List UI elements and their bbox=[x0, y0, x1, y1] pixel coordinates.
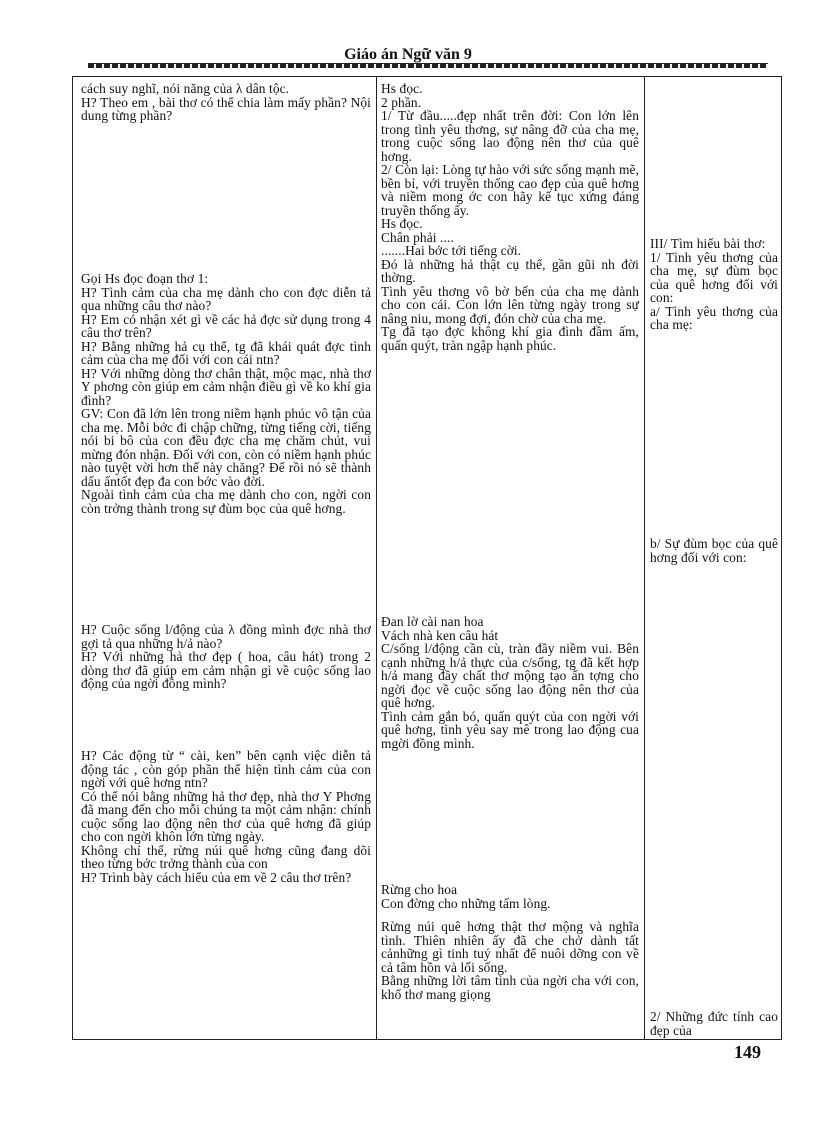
teacher-line: H? Bằng những hả cụ thể, tg đã khái quát đợc tình cảm của cha mẹ đối với con cái ntn? bbox=[81, 338, 371, 367]
notes-line: III/ Tìm hiểu bài thơ: bbox=[650, 236, 766, 251]
teacher-line: cách suy nghĩ, nói năng của λ dân tộc. bbox=[81, 81, 290, 96]
teacher-line: Ngoài tình cảm của cha mẹ dành cho con, ngời con còn trởng thành trong sự đùm bọc của quê hơng. bbox=[81, 487, 371, 516]
column-divider-2 bbox=[644, 77, 645, 1039]
student-block-1 bbox=[381, 82, 639, 352]
student-line: Rừng cho hoa bbox=[381, 882, 458, 897]
student-line: 1/ Từ đầu.....đẹp nhất trên đời: Con lớn lên trong tình yêu thơng, sự nâng đỡ của cha mẹ, trong cuộc sống lao động nên thơ của quê hơng. bbox=[381, 108, 639, 164]
notes-line: a/ Tình yêu thơng của cha mẹ: bbox=[650, 303, 778, 332]
notes-line: 1/ Tình yêu thơng của cha mẹ, sự đùm bọc của quê hơng đối với con: bbox=[650, 249, 778, 305]
notes-block-1 bbox=[650, 237, 778, 332]
lesson-table bbox=[72, 76, 782, 1040]
student-line: Tình cảm gắn bó, quấn quýt của con ngời với quê hơng, tình yêu say mê trong lao động cua mgời đồng mình. bbox=[381, 708, 639, 751]
teacher-line: Không chỉ thế, rừng núi quê hơng cũng đang dõi theo từng bớc trởng thành của con bbox=[81, 842, 371, 871]
student-line: Hs đọc. bbox=[381, 216, 423, 231]
teacher-line: H? Cuộc sống l/động của λ đồng mình đợc nhà thơ gợi tả qua những h/ả nào? bbox=[81, 622, 371, 651]
student-line: 2 phần. bbox=[381, 94, 422, 110]
notes-block-3 bbox=[650, 1010, 778, 1037]
header-decorative-rule bbox=[88, 63, 768, 68]
teacher-line: H? Em có nhận xét gì về các hả đợc sử dụng trong 4 câu thơ trên? bbox=[81, 311, 371, 340]
page-header-title: Giáo án Ngữ văn 9 bbox=[344, 46, 472, 63]
student-line: 2/ Còn lại: Lòng tự hào với sức sống mạnh mẽ, bền bỉ, với truyền thống cao đẹp của quê hơng và niềm mong ớc con hãy kế tục xứng đáng truyền thống ấy. bbox=[381, 162, 639, 218]
teacher-block-3 bbox=[81, 623, 371, 691]
student-line: Tình yêu thơng vô bờ bến của cha mẹ dành cho con cái. Con lớn lên từng ngày trong sự nâng niu, mong đợi, đón chờ của cha mẹ. bbox=[381, 283, 639, 326]
page-number: 149 bbox=[734, 1042, 761, 1062]
teacher-line: Có thể nói bằng những hả thơ đẹp, nhà thơ Y Phơng đã mang đến cho mỗi chúng ta một cảm nhận: chính cuộc sống lao động nên thơ của quê hơng đã giúp cho con ngời khôn lớn từng ngày. bbox=[81, 788, 371, 844]
student-line: Chân phải .... bbox=[381, 229, 454, 245]
student-line: .......Hai bớc tới tiếng cời. bbox=[381, 243, 522, 258]
student-line: Rừng núi quê hơng thật thơ mộng và nghĩa tình. Thiên nhiên ấy đã che chở dành tất cảnhững gì tinh tuý nhất để nuôi dỡng con về cả tâm hồn và lối sống. bbox=[381, 919, 639, 975]
teacher-line: Gọi Hs đọc đoạn thơ 1: bbox=[81, 271, 209, 286]
teacher-line: GV: Con đã lớn lên trong niềm hạnh phúc vô tận của cha mẹ. Mỗi bớc đi chập chững, từng tiếng cời, tiếng nói bi bô của con đều đợc cha mẹ chăm chút, vui mừng đón nhận. Đối với con, còn có niềm hạnh phúc nào tuyệt vời hơn thế này chăng? Để rồi nó sẽ thành dấu ấntốt đẹp đa con bớc vào đời. bbox=[81, 406, 371, 489]
teacher-line: H? Với những dòng thơ chân thật, mộc mạc, nhà thơ Y phơng còn giúp em cảm nhận điều gì về ko khí gia đình? bbox=[81, 365, 371, 408]
teacher-block-4 bbox=[81, 749, 371, 884]
student-line: Bằng những lời tâm tình của ngời cha với con, khổ thơ mang giọng bbox=[381, 973, 639, 1002]
student-line: Vách nhà ken câu hát bbox=[381, 627, 499, 643]
teacher-line: H? Trình bày cách hiểu của em về 2 câu thơ trên? bbox=[81, 869, 352, 885]
teacher-block-1 bbox=[81, 82, 371, 123]
student-line: Con đờng cho những tấm lòng. bbox=[381, 895, 551, 911]
column-divider-1 bbox=[376, 77, 377, 1039]
student-line: C/sống l/động cần cù, tràn đầy niềm vui. Bên cạnh những h/ả thực của c/sống, tg đã kết hợp h/ả mang đầy chất thơ mộng tạo ấn tợng cho ngời đọc về cuộc sống lao động nên thơ của quê hơng. bbox=[381, 641, 639, 710]
teacher-block-2 bbox=[81, 272, 371, 515]
teacher-line: H? Với những hả thơ đẹp ( hoa, câu hát) trong 2 dòng thơ đã giúp em cảm nhận gì về cuộc sống lao động của ngời đồng mình? bbox=[81, 649, 371, 691]
notes-block-2 bbox=[650, 537, 778, 564]
student-block-3 bbox=[381, 883, 639, 1001]
student-line: Hs đọc. bbox=[381, 81, 423, 96]
notes-line: b/ Sự đùm bọc của quê hơng đối với con: bbox=[650, 536, 778, 565]
student-line: Đó là những hả thật cụ thể, gần gũi nh đời thờng. bbox=[381, 256, 639, 285]
teacher-line: H? Theo em , bài thơ có thể chia làm mấy phần? Nội dung từng phần? bbox=[81, 94, 371, 123]
teacher-line: H? Các động từ “ cài, ken” bên cạnh việc diễn tả động tác , còn góp phần thể hiện tình cảm của con ngời với quê hơng ntn? bbox=[81, 748, 371, 790]
student-block-2 bbox=[381, 615, 639, 750]
student-line: Đan lờ cài nan hoa bbox=[381, 614, 484, 629]
notes-line: 2/ Những đức tính cao đẹp của bbox=[650, 1009, 778, 1038]
student-line: Tg đã tạo đợc không khí gia đình đầm ấm, quấn quýt, tràn ngập hạnh phúc. bbox=[381, 324, 639, 353]
teacher-line: H? Tình cảm của cha mẹ dành cho con đợc diễn tả qua những câu thơ nào? bbox=[81, 284, 371, 313]
